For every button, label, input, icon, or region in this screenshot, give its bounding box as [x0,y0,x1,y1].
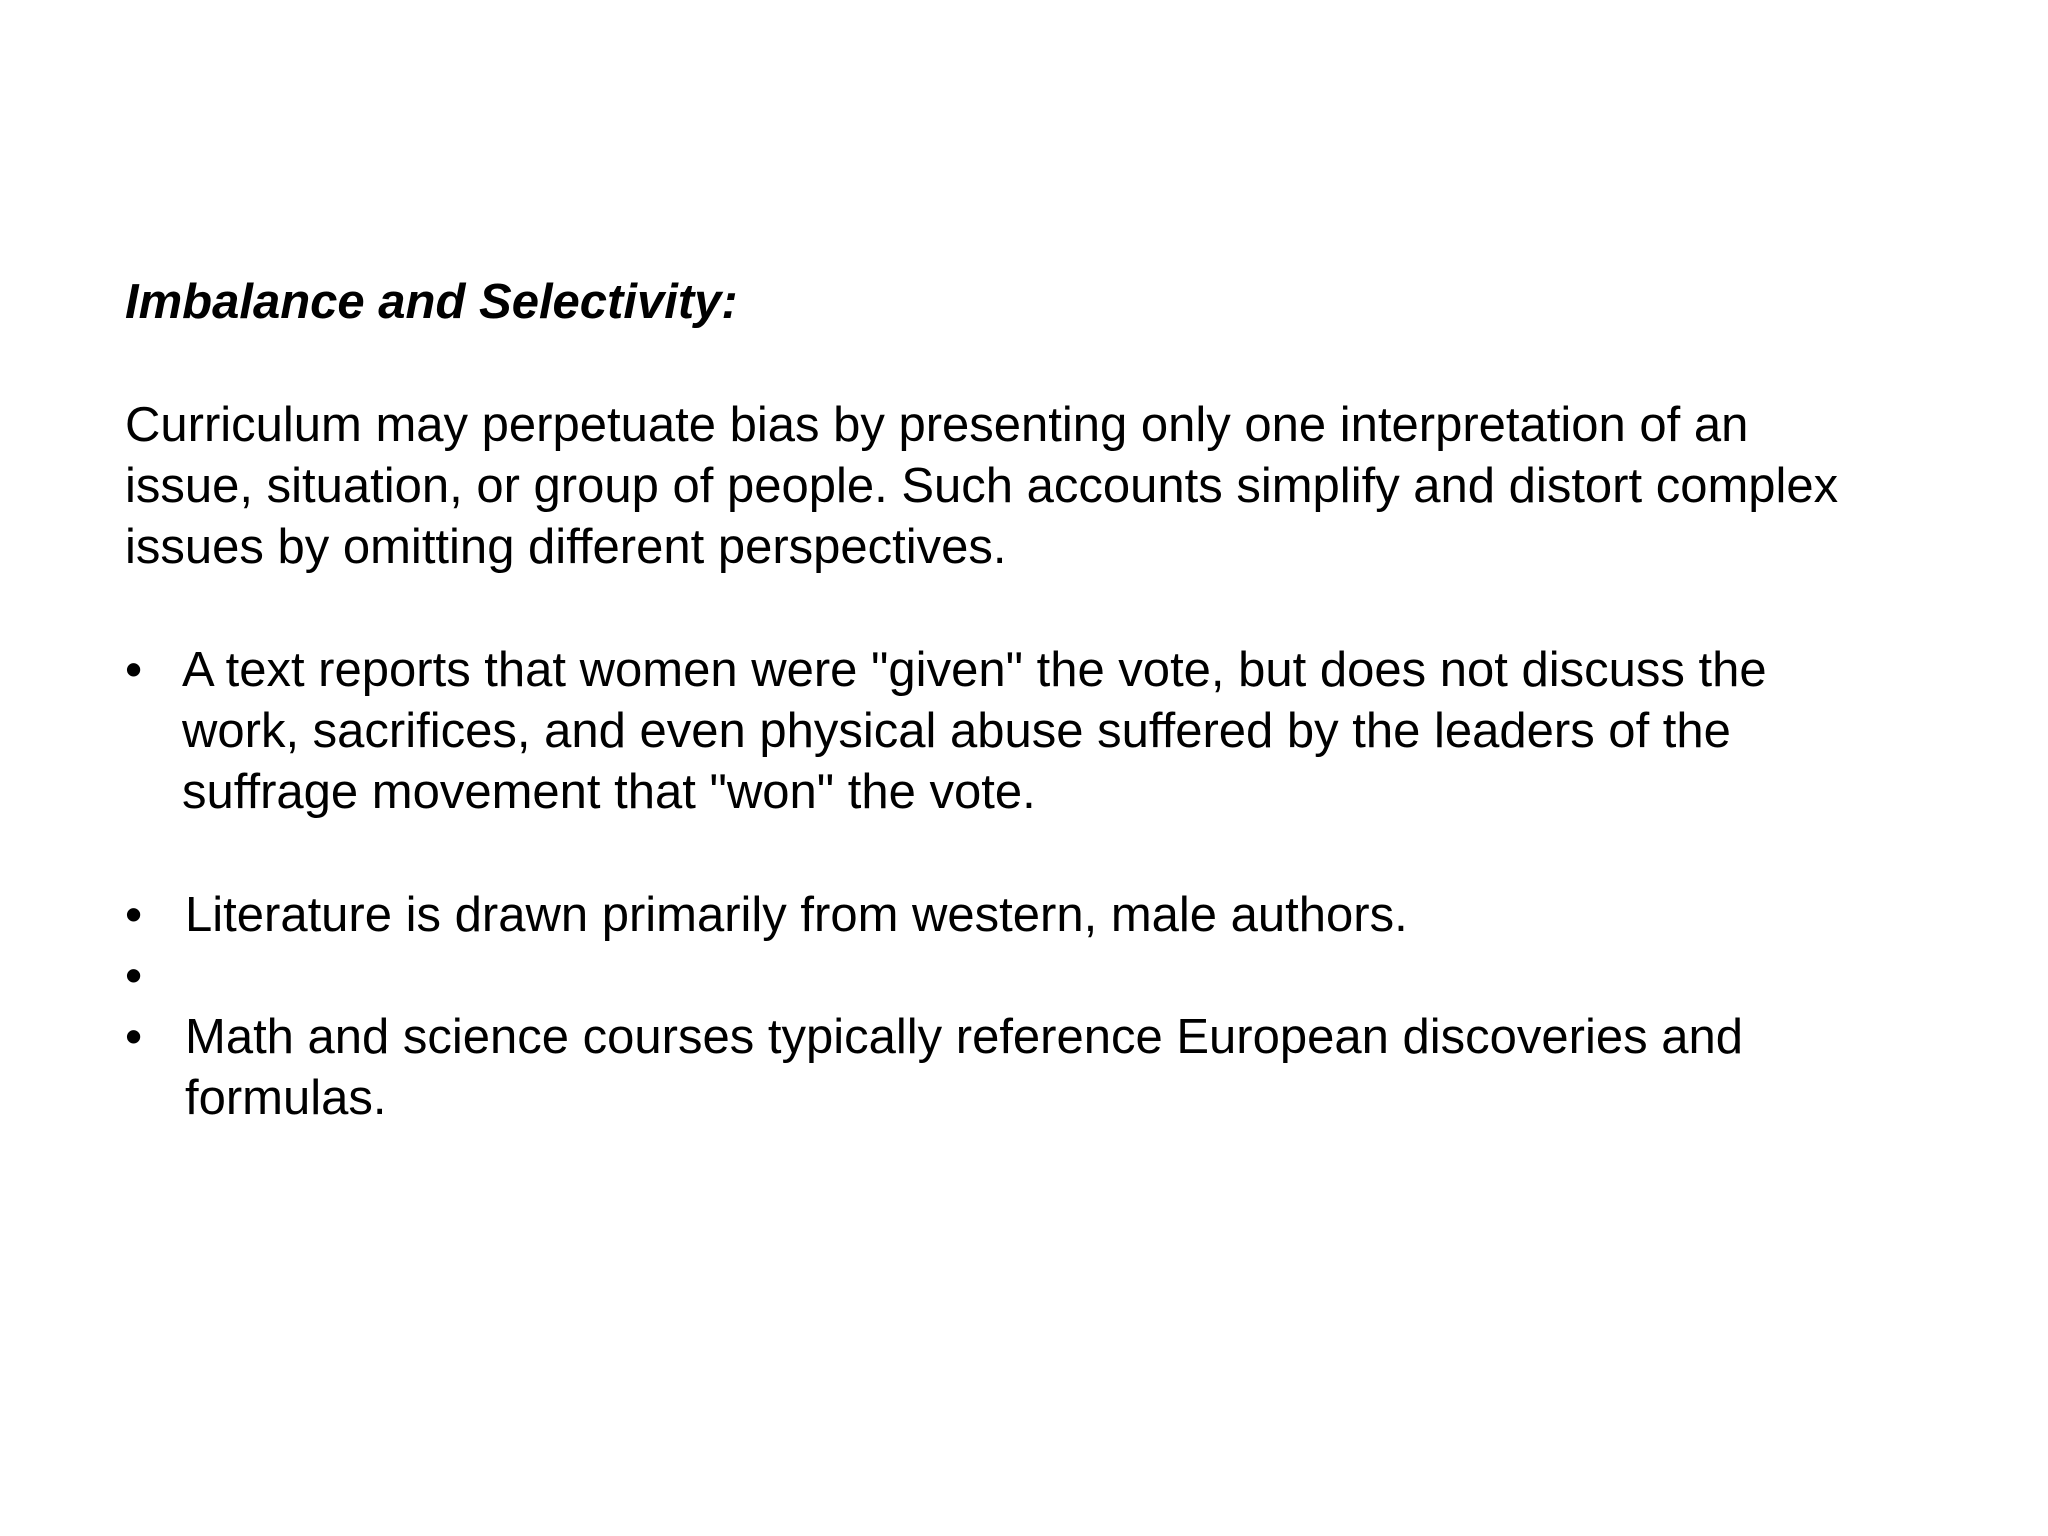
bullet-text: Math and science courses typically reference European discoveries and formulas. [185,1010,1743,1125]
bullet-text: A text reports that women were "given" the vote, but does not discuss the work, sacrifices, and even physical abuse suffered by the leaders of the suffrage movement that "won" the vote. [182,643,1767,819]
bullet-dot: • [125,888,143,942]
bullet-list [125,640,1925,1129]
intro-paragraph: Curriculum may perpetuate bias by presenting only one interpretation of an issue, situation, or group of people. Such accounts simplify and distort complex issues by omitting different perspectives. [125,398,1839,574]
bullet-dot: • [125,643,143,697]
slide-heading: Imbalance and Selectivity: [125,275,738,329]
bullet-dot: • [125,949,143,1003]
bullet-item-math-science [125,1007,1902,1129]
slide-content [125,272,1925,1129]
bullet-dot: • [125,1010,143,1064]
bullet-item-empty [125,946,1925,1007]
bullet-text [182,946,1925,1007]
bullet-text: Literature is drawn primarily from western, male authors. [185,888,1408,942]
bullet-item-literature [125,885,1925,946]
bullet-item-suffrage [125,640,1882,823]
